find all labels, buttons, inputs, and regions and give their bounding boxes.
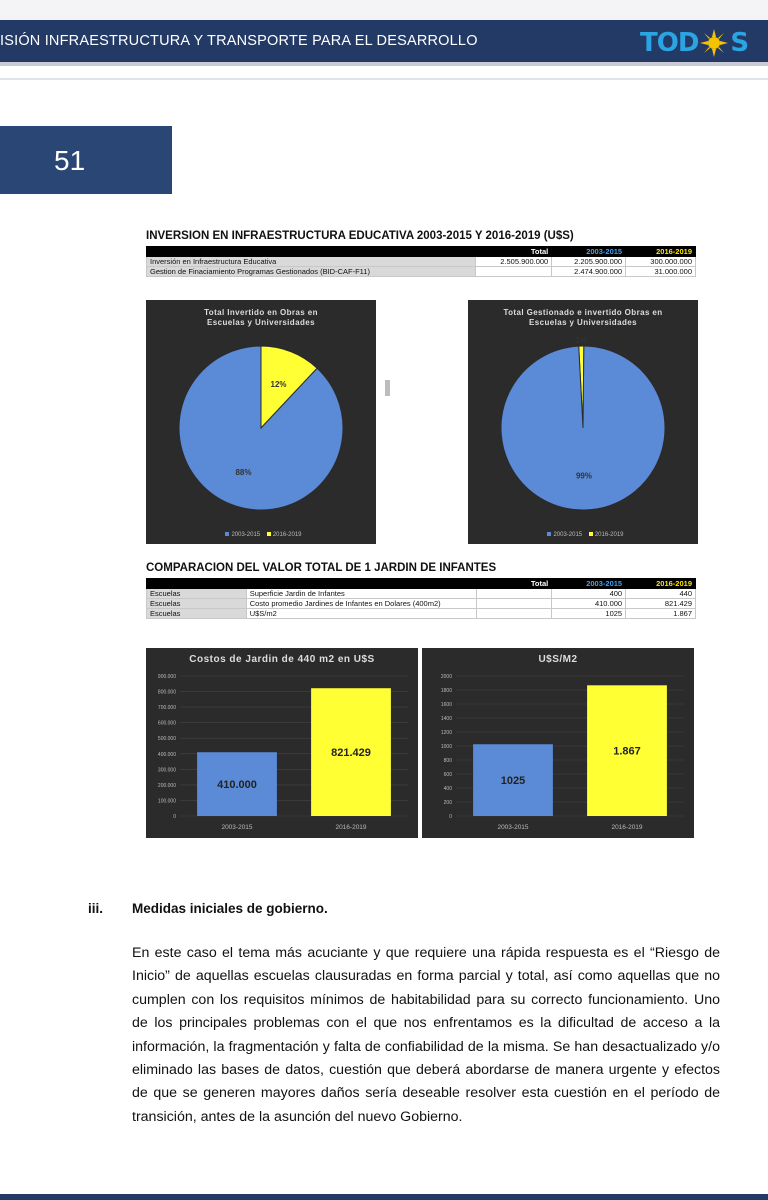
todos-logo (640, 28, 748, 58)
y-tick-label: 500.000 (157, 736, 176, 743)
pie-svg (146, 300, 376, 544)
pie-svg (468, 300, 698, 544)
legend-swatch (267, 532, 271, 536)
row-label: Superficie Jardin de Infantes (246, 589, 476, 599)
y-tick-label: 700.000 (157, 705, 176, 712)
cell-2003-2015: 1025 (552, 609, 626, 619)
y-tick-label: 600.000 (157, 720, 176, 727)
section-title: Medidas iniciales de gobierno. (132, 901, 328, 916)
pie-title: Total Invertido en Obras en Escuelas y Universidades (204, 308, 318, 327)
x-tick-label: 2003-2015 (221, 824, 253, 831)
table2-title: COMPARACION DEL VALOR TOTAL DE 1 JARDIN DE INFANTES (146, 562, 497, 574)
pie-title: Total Gestionado e invertido Obras en Escuelas y Universidades (503, 308, 663, 327)
legend-label: 2003-2015 (231, 532, 261, 538)
logo-text-right: S (730, 28, 749, 58)
row-label: Gestion de Finaciamiento Programas Gestionados (BID-CAF-F11) (147, 267, 476, 277)
row-category: Escuelas (147, 609, 247, 619)
legend-swatch (589, 532, 593, 536)
table-row (147, 267, 696, 277)
header-2003-2015: 2003-2015 (552, 579, 626, 589)
y-tick-label: 100.000 (157, 798, 176, 805)
header-total: Total (476, 579, 552, 589)
bar-data-label: 410.000 (217, 779, 257, 792)
header-rule (0, 78, 768, 80)
logo-text-left: TOD (640, 28, 699, 58)
legend-label: 2003-2015 (553, 532, 583, 538)
pie-data-label: 12% (270, 379, 287, 389)
sun-icon (699, 28, 729, 58)
cell-total (476, 599, 552, 609)
header-total: Total (476, 247, 552, 257)
bar-data-label: 821.429 (331, 747, 371, 760)
bar-title: U$S/M2 (538, 654, 578, 665)
cell-2016-2019: 31.000.000 (626, 267, 696, 277)
y-tick-label: 400.000 (157, 751, 176, 758)
y-tick-label: 1400 (440, 716, 452, 722)
y-tick-label: 200.000 (157, 782, 176, 789)
row-label: U$S/m2 (246, 609, 476, 619)
cell-2003-2015: 400 (552, 589, 626, 599)
y-tick-label: 1800 (440, 688, 452, 694)
pie-data-label: 88% (235, 468, 252, 478)
bar-chart-per-m2 (422, 648, 694, 838)
pie-legend (468, 532, 698, 538)
legend-swatch (547, 532, 551, 536)
row-category: Escuelas (147, 589, 247, 599)
row-label: Inversión en Infraestructura Educativa (147, 257, 476, 267)
cell-total (476, 589, 552, 599)
table-row (147, 257, 696, 267)
table-header-row (147, 579, 696, 589)
page-header (0, 20, 768, 66)
header-2016-2019: 2016-2019 (626, 579, 696, 589)
cell-2003-2015: 2.205.900.000 (552, 257, 626, 267)
y-tick-label: 1200 (440, 730, 452, 736)
y-tick-label: 800.000 (157, 689, 176, 696)
section-body: En este caso el tema más acuciante y que requiere una rápida respuesta es el “Riesgo de Inicio” de aquellas escuelas clausuradas en forma parcial y total, así como aquellas que no cumplen con los requisitos mínimos de habitabilidad para su correcto funcionamiento. Uno de los principales problemas con el que nos enfrentamos es la dificultad de acceso a la información, la fragmentación y falta de confiabilidad de la misma. Se han desactualizado y/o eliminado las bases de datos, cuestión que deberá abordarse de manera urgente y efectos de que se generen mayores daños sería deseable resolver esta cuestión en el período de transición, antes de la asunción del nuevo Gobierno. (132, 945, 720, 1125)
y-tick-label: 600 (443, 772, 452, 778)
legend-swatch (225, 532, 229, 536)
pie-data-label: 1% (575, 336, 587, 346)
cell-total (476, 267, 552, 277)
pie-legend (146, 532, 376, 538)
pie-slice-2003-2015 (179, 346, 343, 510)
y-tick-label: 0 (449, 814, 452, 820)
x-tick-label: 2016-2019 (335, 824, 367, 831)
header-2003-2015: 2003-2015 (552, 247, 626, 257)
header-title: ISIÓN INFRAESTRUCTURA Y TRANSPORTE PARA EL DESARROLLO (0, 33, 478, 49)
cell-2016-2019: 440 (626, 589, 696, 599)
section-heading (88, 901, 328, 916)
header-blank (147, 579, 247, 589)
pie-data-label: 99% (575, 471, 593, 481)
bar-title: Costos de Jardin de 440 m2 en U$S (189, 654, 375, 665)
cell-2003-2015: 410.000 (552, 599, 626, 609)
legend-label: 2016-2019 (594, 532, 624, 538)
cell-2016-2019: 821.429 (626, 599, 696, 609)
cell-total (476, 609, 552, 619)
pie-chart-managed (468, 300, 698, 544)
header-blank (147, 247, 476, 257)
table-row (147, 599, 696, 609)
y-tick-label: 1000 (440, 744, 452, 750)
header-blank (246, 579, 476, 589)
y-tick-label: 1600 (440, 702, 452, 708)
table-row (147, 609, 696, 619)
table1-title: INVERSION EN INFRAESTRUCTURA EDUCATIVA 2003-2015 Y 2016-2019 (U$S) (146, 230, 574, 242)
scan-mark (385, 380, 390, 396)
y-tick-label: 900.000 (157, 674, 176, 680)
bar-svg (422, 648, 694, 838)
cell-total: 2.505.900.000 (476, 257, 552, 267)
pie-chart-invested (146, 300, 376, 544)
investment-table (146, 246, 696, 277)
y-tick-label: 200 (443, 800, 452, 806)
page-number: 51 (54, 145, 86, 176)
cell-2016-2019: 1.867 (626, 609, 696, 619)
legend-label: 2016-2019 (272, 532, 302, 538)
bar-chart-cost (146, 648, 418, 838)
top-margin (0, 0, 768, 20)
y-tick-label: 400 (443, 786, 452, 792)
bar-data-label: 1025 (500, 775, 526, 788)
kindergarten-table (146, 578, 696, 619)
table-header-row (147, 247, 696, 257)
y-tick-label: 800 (443, 758, 452, 764)
x-tick-label: 2003-2015 (497, 824, 529, 831)
section-number: iii. (88, 901, 104, 916)
bar-data-label: 1.867 (613, 745, 641, 758)
y-tick-label: 0 (173, 814, 176, 820)
table-row (147, 589, 696, 599)
header-2016-2019: 2016-2019 (626, 247, 696, 257)
cell-2003-2015: 2.474.900.000 (552, 267, 626, 277)
y-tick-label: 2000 (440, 674, 452, 680)
footer-bar (0, 1194, 768, 1200)
bar-svg (146, 648, 418, 838)
row-category: Escuelas (147, 599, 247, 609)
x-tick-label: 2016-2019 (611, 824, 643, 831)
row-label: Costo promedio Jardines de Infantes en Dolares (400m2) (246, 599, 476, 609)
page-number-tab (0, 126, 172, 194)
cell-2016-2019: 300.000.000 (626, 257, 696, 267)
y-tick-label: 300.000 (157, 767, 176, 774)
